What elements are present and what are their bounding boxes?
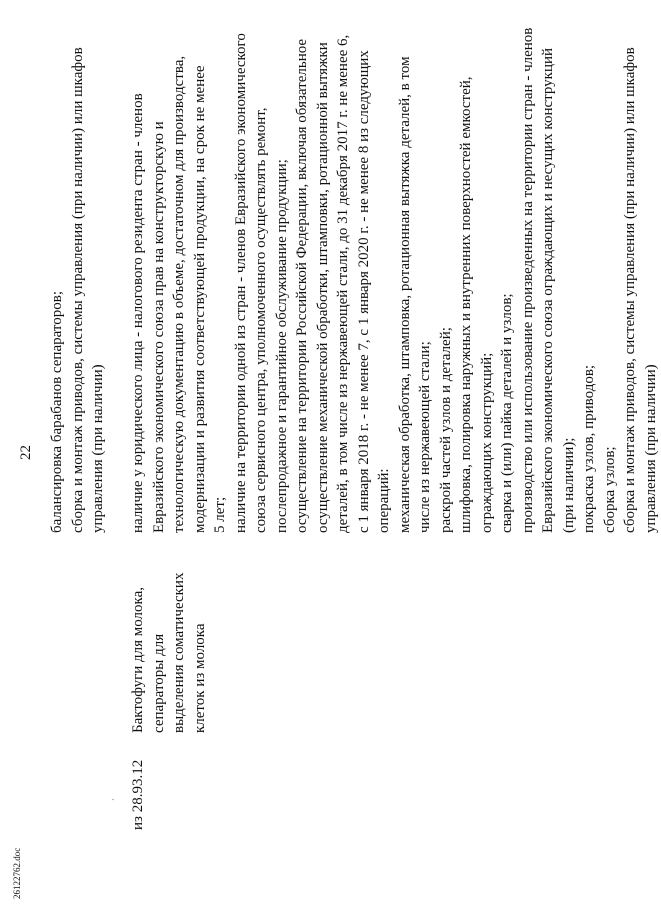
requirement-line: 5 лет; bbox=[212, 496, 228, 533]
requirement-line: осуществление механической обработки, штамповки, ротационной вытяжки bbox=[314, 42, 331, 533]
requirement-line: операций: bbox=[376, 468, 392, 533]
product-name-line: клеток из молока bbox=[191, 623, 208, 733]
requirement-line: производство или использование произведенных на территории стран - членов bbox=[519, 27, 536, 533]
footer-filename: 26122762.doc bbox=[12, 847, 22, 899]
page-number: 22 bbox=[18, 445, 34, 460]
continuation-line: балансировка барабанов сепараторов; bbox=[49, 291, 65, 533]
requirement-line: Евразийского экономического союза ограждающих и несущих конструкций bbox=[540, 47, 556, 533]
continuation-text bbox=[47, 33, 109, 533]
requirement-line: деталей, в том числе из нержавеющей стали, до 31 декабря 2017 г. не менее 6, bbox=[335, 34, 351, 533]
requirement-line: Евразийского экономического союза прав на конструкторскую и bbox=[150, 121, 167, 533]
requirement-line: послепродажное и гарантийное обслуживание продукции; bbox=[273, 159, 290, 533]
continuation-line: сборка и монтаж приводов, системы управления (при наличии) или шкафов bbox=[69, 47, 86, 533]
requirement-line: наличие у юридического лица - налогового резидента стран - членов bbox=[130, 93, 146, 533]
requirement-line: сборка узлов; bbox=[601, 446, 618, 533]
requirement-line: шлифовка, полировка наружных и внутренних поверхностей емкостей, bbox=[458, 76, 474, 533]
requirement-line: технологическую документацию в объеме, достаточном для производства, bbox=[171, 55, 187, 533]
requirement-line: механическая обработка, штамповка, ротационная вытяжка деталей, в том bbox=[396, 56, 413, 533]
requirement-line: сборка и монтаж приводов, системы управления (при наличии) или шкафов bbox=[622, 47, 638, 533]
requirement-line: раскрой частей узлов и деталей; bbox=[437, 327, 454, 533]
product-name-line: выделения соматических bbox=[171, 572, 187, 733]
product-code: из 28.93.12 bbox=[130, 759, 146, 830]
product-name-line: сепараторы для bbox=[150, 633, 167, 733]
requirement-line: числе из нержавеющей стали; bbox=[417, 341, 433, 533]
requirement-line: управления (при наличии) bbox=[642, 364, 659, 533]
requirement-line: сварка и (или) пайка деталей и узлов; bbox=[499, 293, 515, 533]
product-name bbox=[128, 533, 210, 733]
margin-dot: · bbox=[109, 798, 118, 801]
requirement-line: покраска узлов, приводов; bbox=[581, 364, 597, 533]
requirement-line: наличие на территории одной из стран - членов Евразийского экономического bbox=[232, 33, 249, 533]
requirement-line: осуществление на территории Российской Федерации, включая обязательное bbox=[294, 38, 310, 533]
requirement-line: модернизации и развития соответствующей продукции, на срок не менее bbox=[191, 65, 208, 533]
requirement-line: (при наличии); bbox=[560, 437, 577, 533]
continuation-line: управления (при наличии) bbox=[90, 364, 106, 533]
product-name-line: Бактофуги для молока, bbox=[130, 586, 146, 733]
requirement-line: союза сервисного центра, уполномоченного осуществлять ремонт, bbox=[253, 107, 269, 533]
requirement-line: с 1 января 2018 г. - не менее 7, с 1 января 2020 г. - не менее 8 из следующих bbox=[355, 50, 372, 533]
requirement-line: ограждающих конструкций; bbox=[478, 352, 495, 533]
requirements-text bbox=[128, 27, 661, 533]
